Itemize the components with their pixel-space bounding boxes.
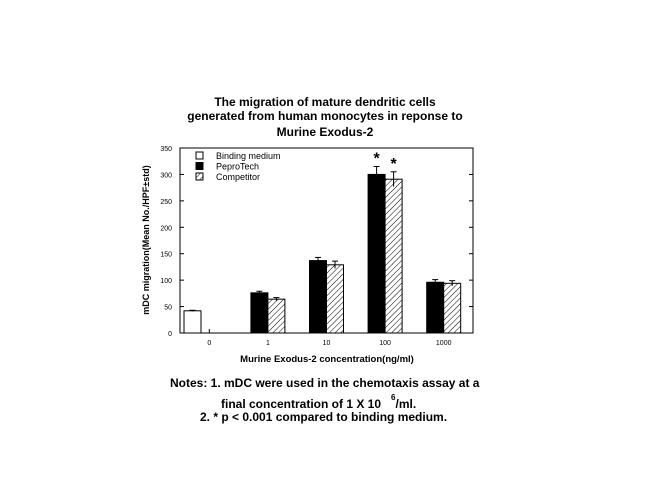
note-line-3: 2. * p < 0.001 compared to binding medium. [200, 410, 448, 424]
bar-peprotech-1 [251, 293, 268, 333]
x-tick-label: 10 [322, 340, 331, 347]
bar-competitor-1000 [444, 283, 461, 333]
x-tick-label: 0 [207, 340, 212, 347]
legend-swatch-binding-medium [196, 152, 203, 159]
note-line-2-text: final concentration of 1 X 10 [221, 397, 382, 411]
x-tick-label: 100 [379, 340, 391, 347]
bar-peprotech-1000 [427, 282, 444, 333]
chart-title-line-2: generated from human monocytes in reponse to [187, 109, 463, 123]
chart-title-line-3: Murine Exodus-2 [276, 125, 374, 139]
y-tick-label: 100 [160, 278, 172, 286]
y-tick-label: 150 [160, 251, 172, 259]
y-axis-label: mDC migration(Mean No./HPF±std) [141, 165, 151, 315]
chart-title-line-1: The migration of mature dendritic cells [214, 95, 436, 109]
note-line-2 [221, 393, 417, 411]
y-tick-label: 250 [160, 198, 172, 206]
note-line-1: Notes: 1. mDC were used in the chemotaxis assay at a [170, 376, 480, 390]
x-tick-label: 1000 [435, 340, 452, 347]
y-tick-label: 200 [160, 225, 172, 233]
legend-label: PeproTech [216, 161, 260, 172]
bar-peprotech-100 [368, 174, 385, 333]
bar-competitor-1 [268, 299, 285, 333]
legend-swatch-competitor [196, 173, 203, 180]
significance-mark: * [390, 155, 397, 173]
bar-competitor-100 [385, 179, 402, 333]
legend-label: Binding medium [216, 151, 281, 161]
y-tick-label: 350 [160, 146, 172, 153]
bar-binding-medium-0 [184, 311, 201, 333]
y-tick-label: 0 [168, 331, 172, 338]
x-axis-label: Murine Exodus-2 concentration(ng/ml) [240, 354, 414, 365]
bar-peprotech-10 [310, 261, 327, 333]
note-line-2-end: /ml. [395, 397, 417, 411]
note-line-2-superscript: 6 [391, 393, 396, 402]
bar-competitor-10 [327, 265, 344, 333]
significance-mark: * [373, 150, 380, 168]
y-tick-label: 300 [160, 172, 172, 180]
legend [196, 151, 281, 182]
legend-swatch-peprotech [196, 163, 203, 170]
y-tick-label: 50 [164, 304, 172, 312]
legend-label: Competitor [216, 172, 261, 182]
x-tick-label: 1 [265, 340, 270, 347]
